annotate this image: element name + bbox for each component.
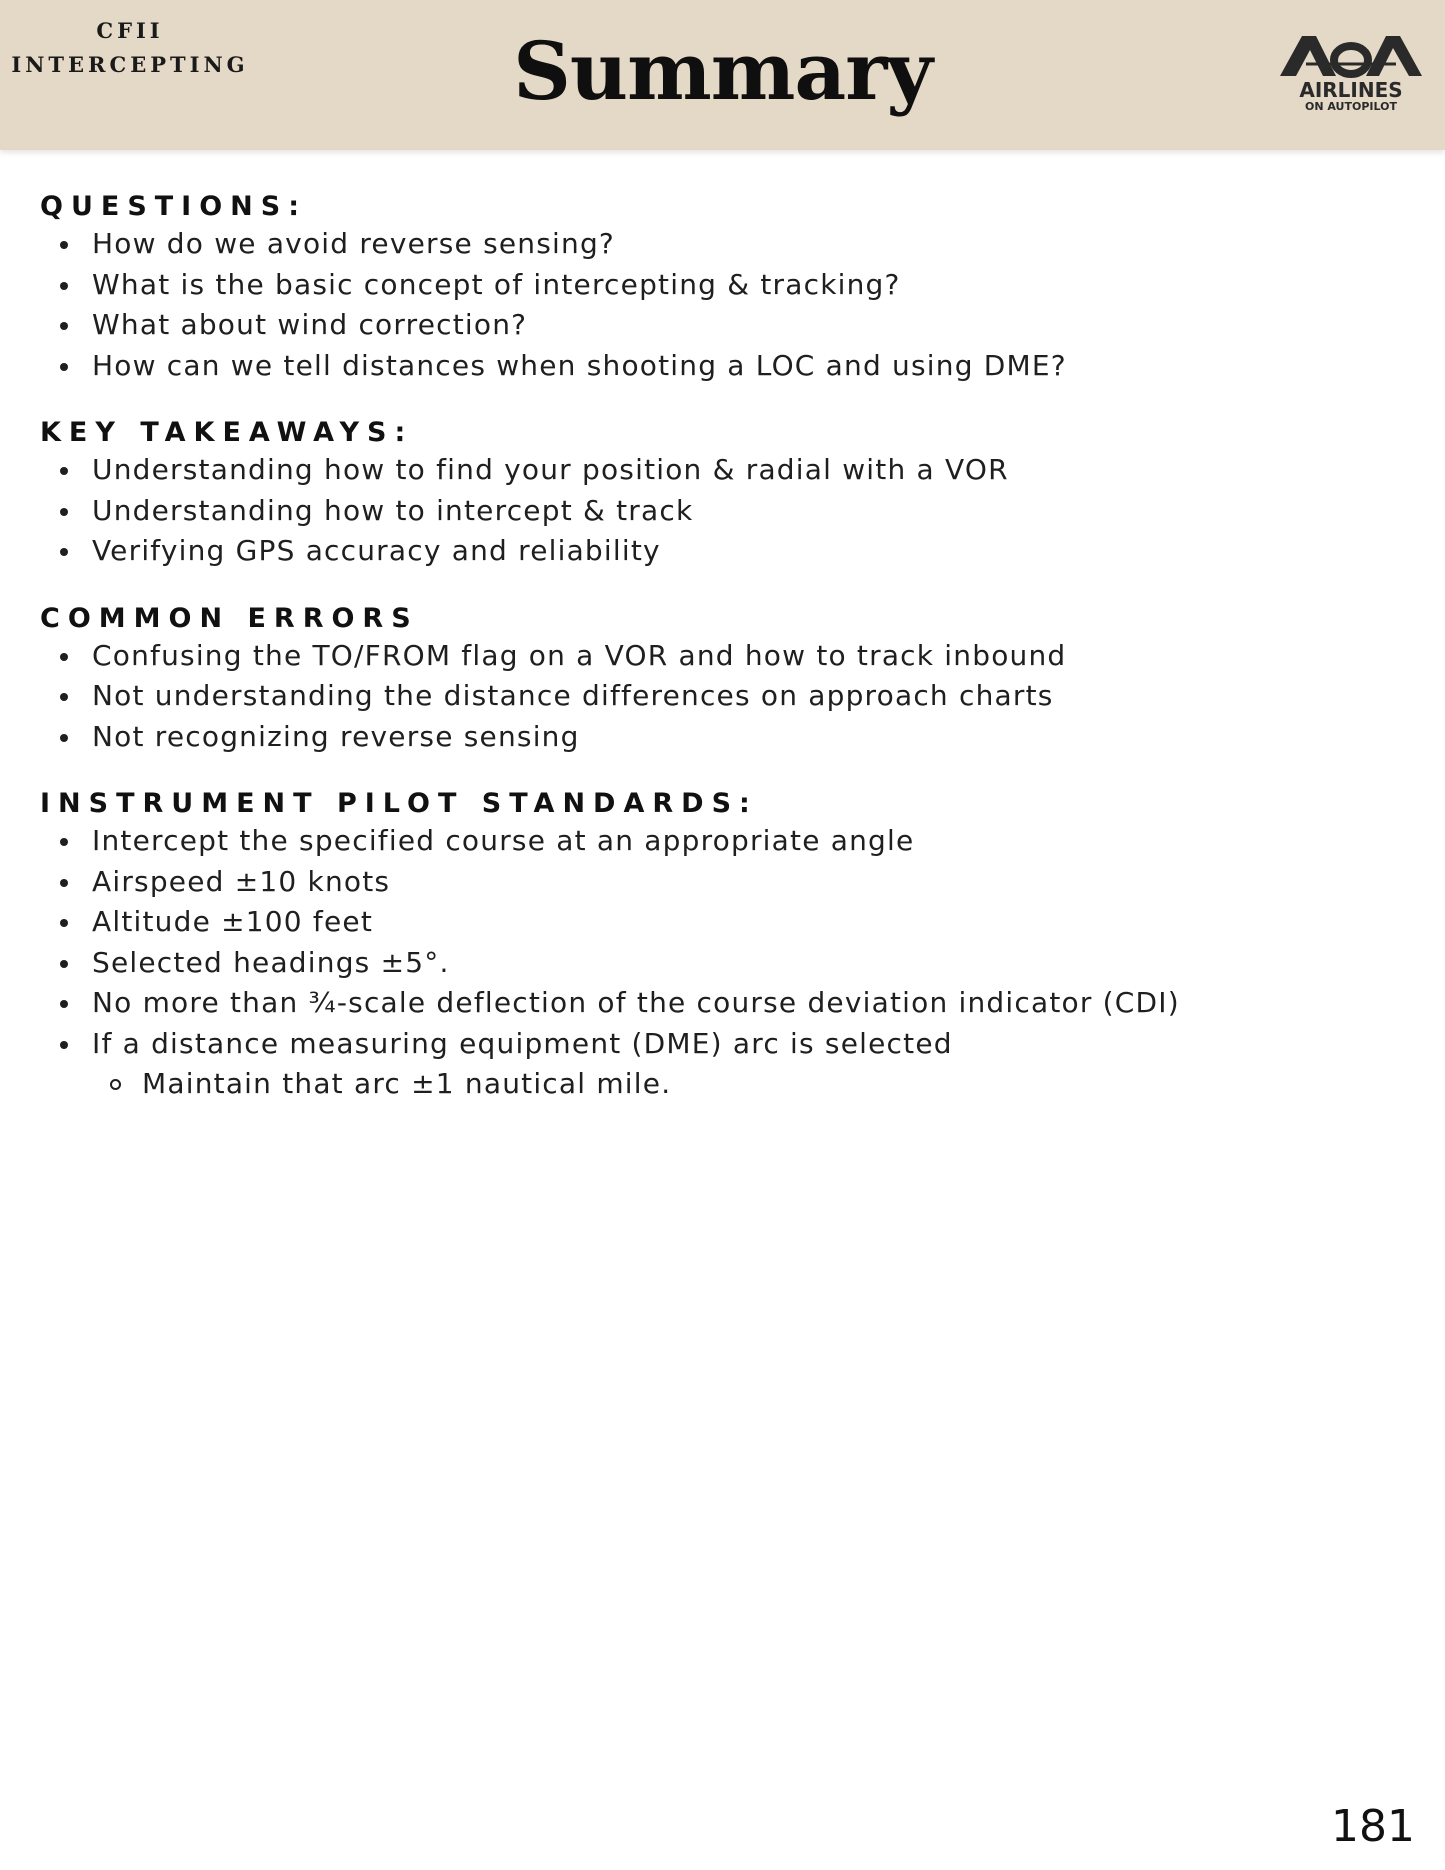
section-key-takeaways: [40, 416, 1420, 572]
bullet-icon: [60, 467, 68, 475]
logo-word-on-autopilot: ON AUTOPILOT: [1305, 100, 1397, 113]
aoa-logo-mark-icon: [1276, 30, 1426, 80]
section-common-errors: [40, 602, 1420, 758]
list-item: [40, 346, 1420, 387]
list-item: [40, 983, 1420, 1024]
section-heading: INSTRUMENT PILOT STANDARDS:: [40, 788, 758, 819]
list-item: [40, 902, 1420, 943]
bullet-icon: [60, 653, 68, 661]
list-item: [40, 491, 1420, 532]
list-item-text: Understanding how to intercept & track: [92, 493, 694, 527]
list-item-text: Confusing the TO/FROM flag on a VOR and how to track inbound: [92, 638, 1067, 672]
sub-bullet-list: [40, 1064, 1420, 1105]
airlines-on-autopilot-logo: [1276, 30, 1426, 120]
bullet-icon: [60, 282, 68, 290]
list-item: [40, 821, 1420, 862]
list-item: [40, 862, 1420, 903]
bullet-icon: [60, 363, 68, 371]
bullet-icon: [60, 1041, 68, 1049]
section-instrument-pilot-standards: [40, 787, 1420, 1105]
hollow-bullet-icon: [110, 1079, 121, 1090]
bullet-list: [40, 224, 1420, 386]
sub-list-item: [40, 1064, 1420, 1105]
bullet-icon: [60, 508, 68, 516]
bullet-icon: [60, 838, 68, 846]
list-item-text: Selected headings ±5°.: [92, 945, 450, 979]
list-item: [40, 450, 1420, 491]
bullet-icon: [60, 548, 68, 556]
list-item-text: Intercept the specified course at an appropriate angle: [92, 824, 915, 857]
list-item-text: How can we tell distances when shooting a LOC and using DME?: [92, 348, 1067, 382]
bullet-list: [40, 821, 1420, 1064]
list-item: [40, 224, 1420, 265]
list-item-text: No more than ¾-scale deflection of the course deviation indicator (CDI): [92, 986, 1180, 1019]
bullet-list: [40, 636, 1420, 758]
page-number: 181: [1331, 1801, 1415, 1852]
bullet-icon: [60, 919, 68, 927]
list-item: [40, 943, 1420, 984]
list-item-text: How do we avoid reverse sensing?: [92, 227, 615, 260]
list-item: [40, 676, 1420, 717]
logo-word-airlines: AIRLINES: [1299, 78, 1403, 102]
chapter-topic: INTERCEPTING: [11, 52, 249, 77]
sub-list-item-text: Maintain that arc ±1 nautical mile.: [142, 1067, 672, 1100]
section-heading: QUESTIONS:: [40, 191, 308, 222]
bullet-icon: [60, 322, 68, 330]
list-item-text: If a distance measuring equipment (DME) arc is selected: [92, 1026, 953, 1060]
list-item: [40, 717, 1420, 758]
bullet-icon: [60, 693, 68, 701]
list-item-text: Airspeed ±10 knots: [92, 864, 391, 898]
page-header: [0, 0, 1445, 150]
bullet-icon: [60, 960, 68, 968]
bullet-icon: [60, 879, 68, 887]
section-questions: [40, 190, 1420, 386]
list-item: [40, 305, 1420, 346]
bullet-list: [40, 450, 1420, 572]
bullet-icon: [60, 734, 68, 742]
section-heading: COMMON ERRORS: [40, 602, 419, 634]
list-item-text: What is the basic concept of intercepting & tracking?: [92, 267, 901, 301]
section-heading: KEY TAKEAWAYS:: [40, 417, 414, 448]
list-item-text: Altitude ±100 feet: [92, 905, 374, 938]
list-item-text: Understanding how to find your position & radial with a VOR: [92, 453, 1009, 486]
list-item-text: What about wind correction?: [92, 308, 528, 341]
list-item-text: Not recognizing reverse sensing: [92, 719, 580, 753]
list-item: [40, 531, 1420, 572]
list-item-text: Not understanding the distance differences on approach charts: [92, 679, 1054, 712]
list-item-text: Verifying GPS accuracy and reliability: [92, 534, 661, 567]
bullet-icon: [60, 1000, 68, 1008]
list-item: [40, 636, 1420, 677]
list-item: [40, 1024, 1420, 1065]
page-title: Summary: [513, 24, 932, 118]
bullet-icon: [60, 241, 68, 249]
chapter-label: CFII: [96, 18, 164, 43]
list-item: [40, 265, 1420, 306]
summary-content: [40, 190, 1420, 1135]
